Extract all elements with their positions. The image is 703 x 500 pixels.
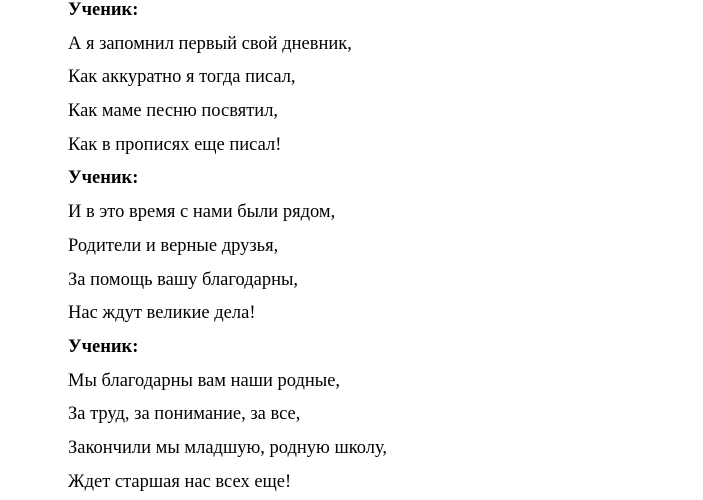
verse-line: Ждет старшая нас всех еще! bbox=[68, 471, 292, 492]
speaker-label: Ученик: bbox=[68, 168, 139, 189]
verse-line: И в это время с нами были рядом, bbox=[68, 202, 336, 223]
verse-line: А я запомнил первый свой дневник, bbox=[68, 33, 352, 54]
verse-line: Нас ждут великие дела! bbox=[68, 303, 256, 324]
verse-line: За труд, за понимание, за все, bbox=[68, 404, 301, 425]
verse-line: Как аккуратно я тогда писал, bbox=[68, 67, 296, 88]
verse-line: Родители и верные друзья, bbox=[68, 235, 279, 256]
speaker-label: Ученик: bbox=[68, 0, 139, 20]
stanza-2 bbox=[68, 162, 688, 330]
document-page bbox=[68, 0, 688, 499]
verse-line: Мы благодарны вам наши родные, bbox=[68, 370, 341, 391]
verse-line: Закончили мы младшую, родную школу, bbox=[68, 437, 388, 458]
verse-line: Как маме песню посвятил, bbox=[68, 101, 279, 122]
stanza-1 bbox=[68, 0, 688, 162]
verse-line: За помощь вашу благодарны, bbox=[68, 269, 299, 290]
verse-line: Как в прописях еще писал! bbox=[68, 134, 282, 155]
stanza-3 bbox=[68, 331, 688, 499]
speaker-label: Ученик: bbox=[68, 336, 139, 357]
